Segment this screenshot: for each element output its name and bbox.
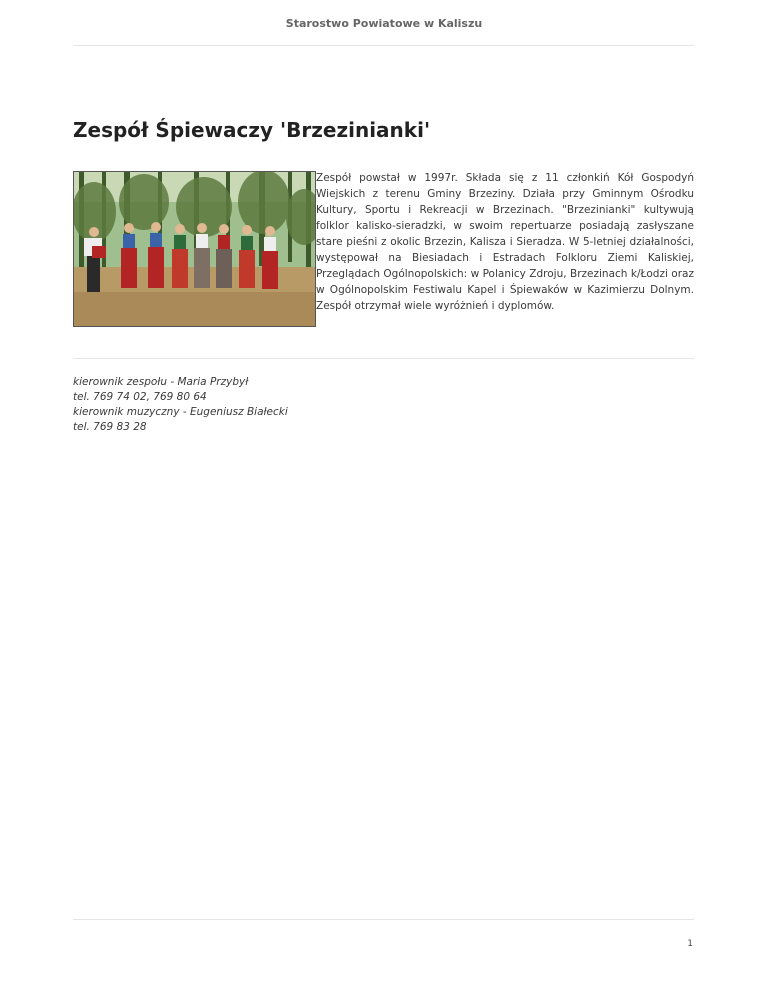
content-divider: [73, 358, 694, 359]
group-description: Zespół powstał w 1997r. Składa się z 11 członkiń Kół Gospodyń Wiejskich z terenu Gminy Brzeziny. Działa przy Gminnym Ośrodku Kultury, Sportu i Rekreacji w Brzezinach. "Brzezinianki" kultywują folklor kalisko-sieradzki, w swoim repertuarze posiadają zasłyszane stare pieśni z okolic Brzezin, Kalisza i Sieradza. W 5-letniej działalności, występował na Biesiadach i Estradach Folkloru Ziemi Kaliskiej, Przeglądach Ogólnopolskich: w Polanicy Zdroju, Brzezinach k/Łodzi oraz w Ogólnopolskim Festiwalu Kapel i Śpiewaków w Kazimierzu Dolnym. Zespół otrzymał wiele wyróżnień i dyplomów.: [316, 172, 694, 312]
contact-manager: kierownik zespołu - Maria Przybył: [73, 376, 249, 388]
contact-manager-phone: tel. 769 74 02, 769 80 64: [73, 391, 207, 403]
header-divider: [73, 45, 694, 46]
page-title: Zespół Śpiewaczy 'Brzezinianki': [73, 118, 431, 142]
site-title: Starostwo Powiatowe w Kaliszu: [285, 17, 483, 30]
contact-info: [73, 375, 288, 435]
folk-group-photo-icon: [74, 172, 315, 326]
group-photo: [73, 171, 316, 327]
footer-divider: [73, 919, 694, 920]
page-number: 1: [687, 939, 693, 949]
contact-music-director-phone: tel. 769 83 28: [73, 421, 147, 433]
contact-music-director: kierownik muzyczny - Eugeniusz Białecki: [73, 406, 288, 418]
